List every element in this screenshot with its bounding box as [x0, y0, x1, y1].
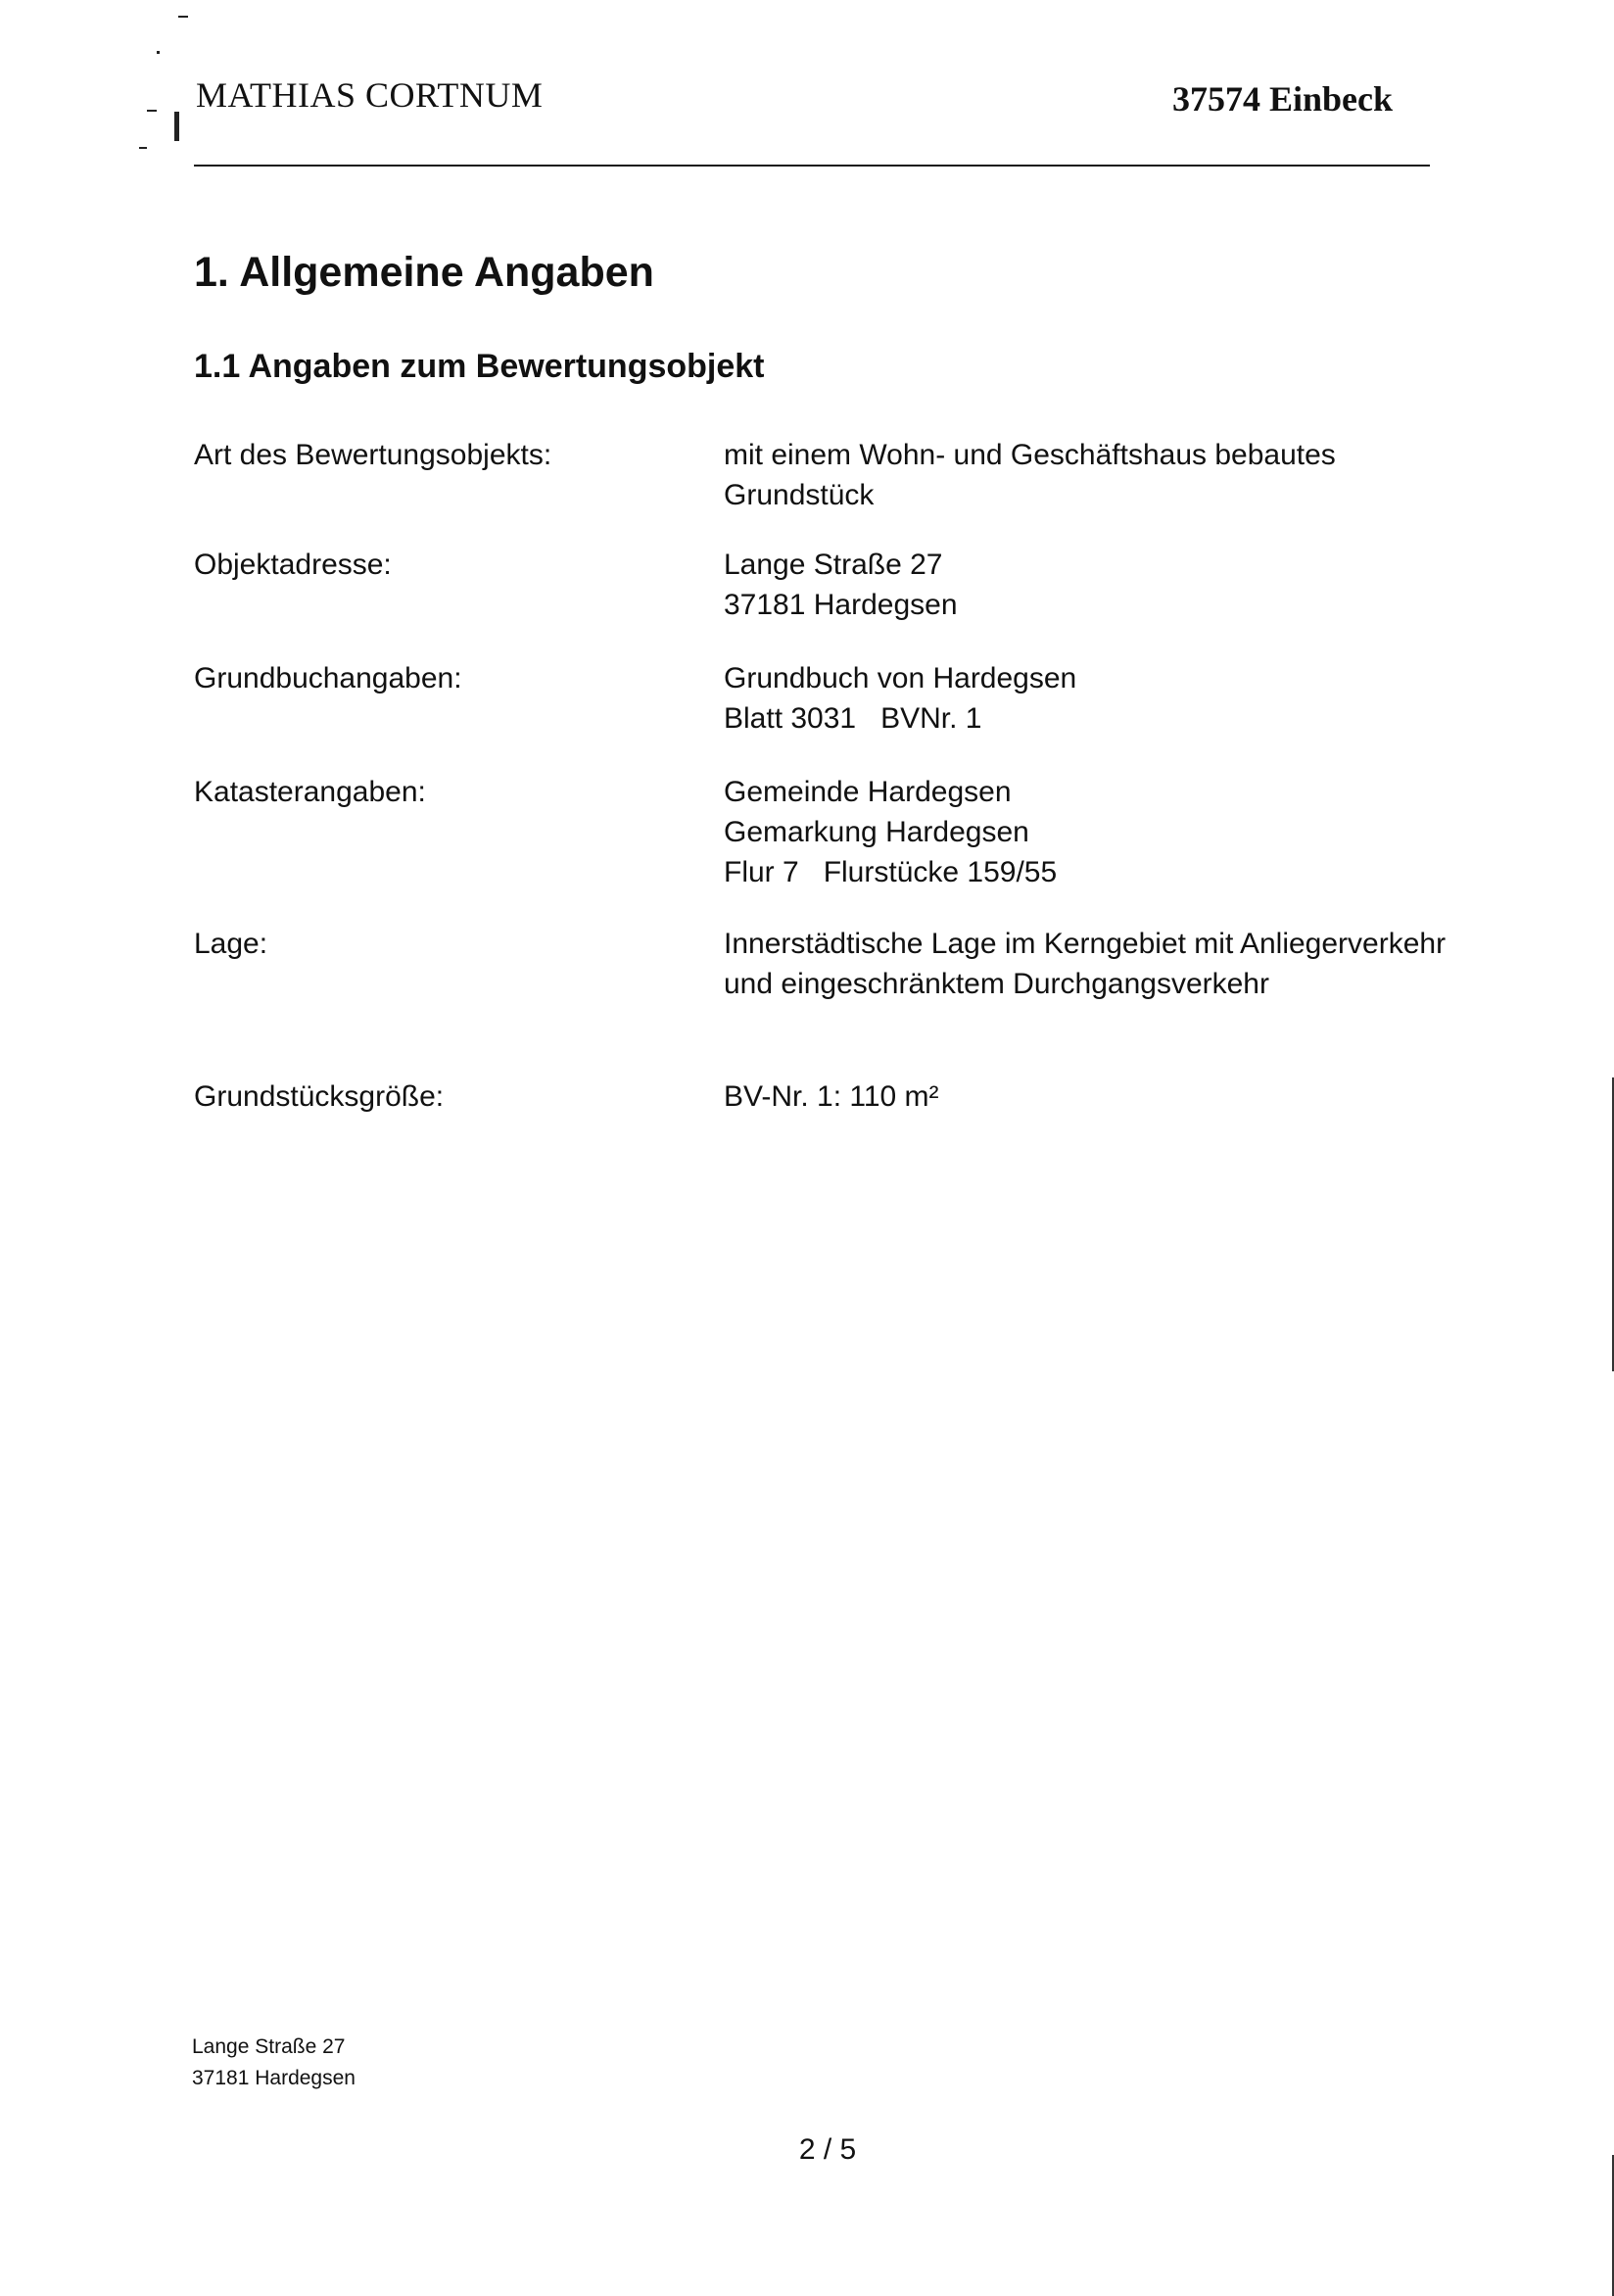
field-value-line: BV-Nr. 1: 110 m² — [724, 1080, 939, 1113]
field-value-line: Grundstück — [724, 479, 875, 511]
field-label: Katasterangaben: — [194, 776, 426, 808]
field-label: Objektadresse: — [194, 549, 392, 581]
scan-speck — [157, 51, 160, 54]
field-value — [724, 435, 1507, 515]
field-value-line: mit einem Wohn- und Geschäftshaus bebautes — [724, 439, 1336, 471]
field-value-line: Gemeinde Hardegsen — [724, 776, 1012, 808]
scan-speck — [139, 147, 147, 149]
field-label: Lage: — [194, 928, 268, 960]
field-value-line: Blatt 3031 BVNr. 1 — [724, 702, 982, 735]
field-value-line: 37181 Hardegsen — [724, 589, 958, 621]
footer-address — [192, 2032, 356, 2094]
field-value — [724, 1076, 1507, 1117]
field-label: Grundstücksgröße: — [194, 1080, 445, 1113]
field-value — [724, 658, 1507, 739]
field-value — [724, 772, 1507, 892]
field-value-line: Grundbuch von Hardegsen — [724, 662, 1077, 694]
field-value — [724, 924, 1507, 1004]
field-value-line: Flur 7 Flurstücke 159/55 — [724, 856, 1058, 888]
field-value-line: Lange Straße 27 — [724, 549, 943, 581]
scan-speck — [178, 16, 188, 18]
scan-speck — [174, 112, 179, 141]
scan-speck — [147, 110, 157, 112]
field-value-line: Innerstädtische Lage im Kerngebiet mit Anliegerverkehr — [724, 928, 1447, 960]
field-label: Grundbuchangaben: — [194, 662, 462, 694]
field-label: Art des Bewertungsobjekts: — [194, 439, 552, 471]
footer-city: 37181 Hardegsen — [192, 2067, 356, 2089]
header-company-name: MATHIAS CORTNUM — [196, 75, 544, 115]
subsection-title: 1.1 Angaben zum Bewertungsobjekt — [194, 348, 765, 385]
page-number: 2 / 5 — [798, 2133, 857, 2166]
footer-street: Lange Straße 27 — [192, 2035, 346, 2058]
header-location: 37574 Einbeck — [1171, 79, 1393, 119]
field-value-line: Gemarkung Hardegsen — [724, 816, 1029, 848]
header-divider — [194, 165, 1430, 167]
section-title: 1. Allgemeine Angaben — [194, 249, 654, 296]
field-value — [724, 545, 1507, 625]
field-value-line: und eingeschränktem Durchgangsverkehr — [724, 968, 1269, 1000]
